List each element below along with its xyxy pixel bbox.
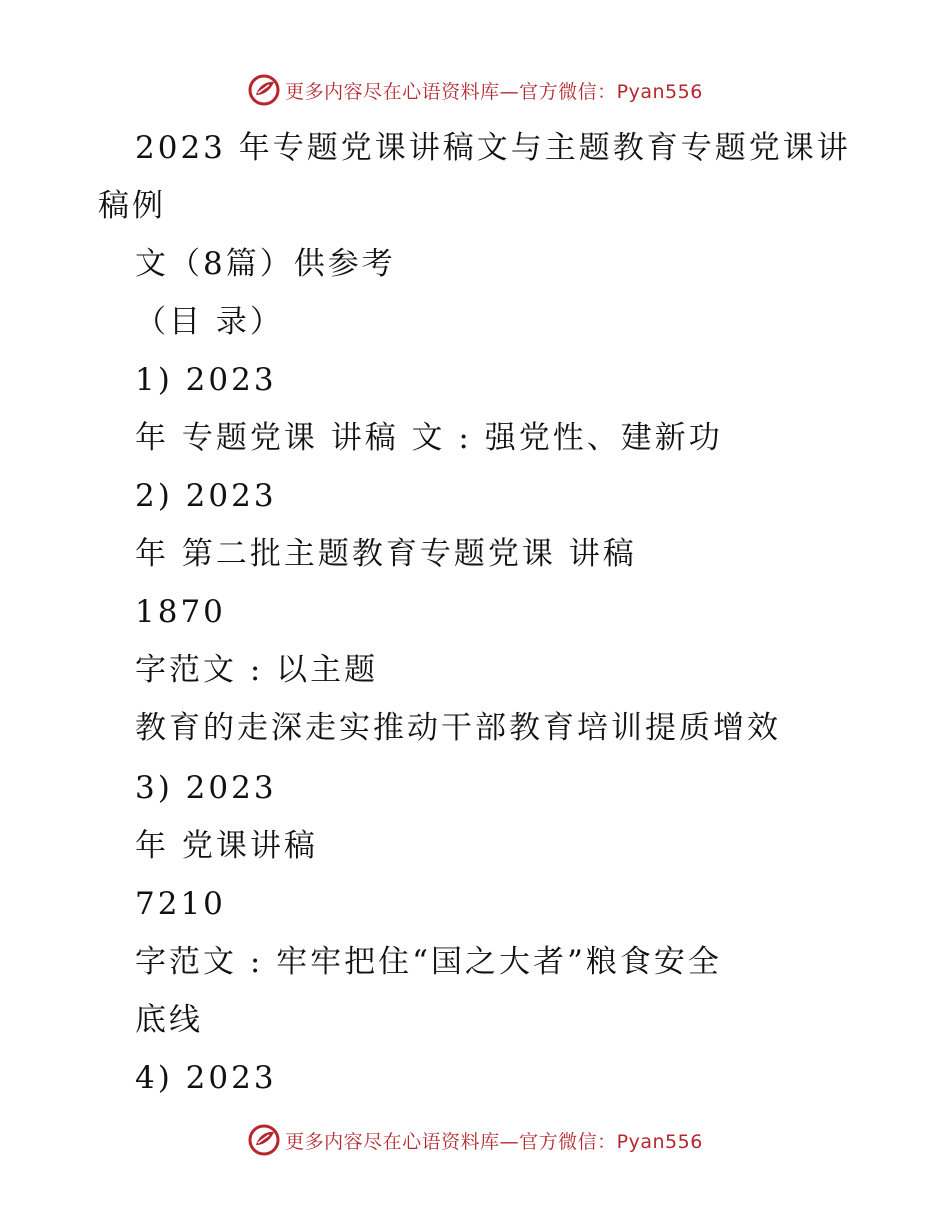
toc-line: 7210	[135, 886, 226, 922]
document-title-line-1: 2023 年专题党课讲稿文与主题教育专题党课讲	[135, 130, 851, 166]
document-title-line-3: 文（8篇）供参考	[135, 246, 396, 282]
document-title-line-2: 稿例	[98, 188, 166, 224]
header-banner	[0, 70, 950, 110]
toc-line: 年 专题党课 讲稿 文 : 强党性、建新功	[135, 420, 723, 456]
toc-line: 2) 2023	[135, 478, 277, 514]
banner-text: 更多内容尽在心语资料库—官方微信：Pyan556	[285, 80, 703, 103]
banner-text: 更多内容尽在心语资料库—官方微信：Pyan556	[285, 1130, 703, 1153]
toc-line: 3) 2023	[135, 770, 277, 806]
toc-line: 年 党课讲稿	[135, 828, 318, 864]
toc-line: 1) 2023	[135, 362, 277, 398]
toc-line: 1870	[135, 594, 226, 630]
book-leaf-logo-icon	[247, 1123, 281, 1157]
toc-line: 字范文 : 牢牢把住“国之大者”粮食安全	[135, 944, 722, 980]
footer-banner	[0, 1120, 950, 1160]
toc-line: 底线	[135, 1002, 203, 1038]
book-leaf-logo-icon	[247, 73, 281, 107]
toc-line: 字范文 : 以主题	[135, 652, 379, 688]
toc-heading: （目 录）	[135, 304, 284, 340]
toc-line: 教育的走深走实推动干部教育培训提质增效	[135, 710, 781, 746]
toc-line: 年 第二批主题教育专题党课 讲稿	[135, 536, 637, 572]
toc-line: 4) 2023	[135, 1060, 277, 1096]
